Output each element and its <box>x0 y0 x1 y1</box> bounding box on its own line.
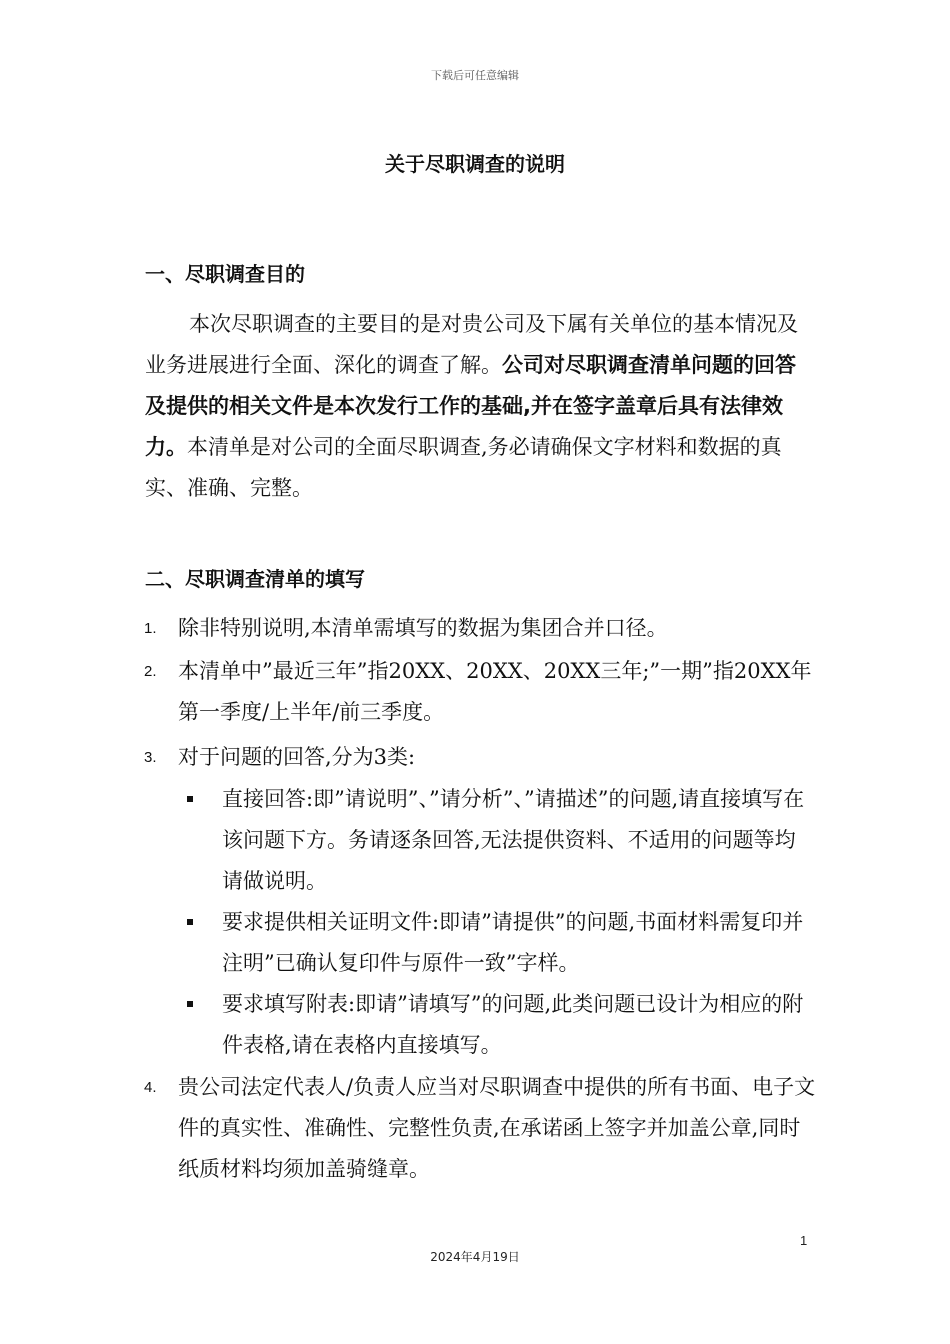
list-item-text: 对于问题的回答,分为3类: <box>178 745 416 769</box>
list-number: 4. <box>144 1079 157 1096</box>
list-item <box>144 1067 818 1190</box>
section-1-heading: 一、尽职调查目的 <box>145 262 305 286</box>
paragraph-bold-text: 公司对尽职调查清单问题的回答及提供的相关文件是本次发行工作的基础,并在签字盖章后具有法律效力。 <box>145 353 796 459</box>
list-number: 3. <box>144 749 157 766</box>
list-item <box>144 608 818 649</box>
list-number: 1. <box>144 620 157 637</box>
list-item-text: 贵公司法定代表人/负责人应当对尽职调查中提供的所有书面、电子文件的真实性、准确性、完整性负责,在承诺函上签字并加盖公章,同时纸质材料均须加盖骑缝章。 <box>178 1075 816 1181</box>
paragraph-text: 本清单是对公司的全面尽职调查,务必请确保文字材料和数据的真实、准确、完整。 <box>145 435 782 500</box>
list-item <box>144 651 818 733</box>
list-number: 2. <box>144 663 157 680</box>
list-item-text: 除非特别说明,本清单需填写的数据为集团合并口径。 <box>178 616 668 640</box>
list-item <box>144 737 818 778</box>
sub-list-item <box>222 779 812 902</box>
sub-list-item-text: 直接回答:即”请说明”、”请分析”、”请描述”的问题,请直接填写在该问题下方。务请逐条回答,无法提供资料、不适用的问题等均请做说明。 <box>222 787 805 893</box>
page-number: 1 <box>800 1233 808 1248</box>
sub-list-item <box>222 984 812 1066</box>
square-bullet-icon <box>187 796 193 802</box>
sub-list-item-text: 要求提供相关证明文件:即请”请提供”的问题,书面材料需复印并注明”已确认复印件与原件一致”字样。 <box>222 910 804 975</box>
section-2-heading: 二、尽职调查清单的填写 <box>145 567 365 591</box>
list-item-text: 本清单中”最近三年”指20XX、20XX、20XX三年;”一期”指20XX年第一季度/上半年/前三季度。 <box>178 659 812 724</box>
paragraph-text: 本次尽职调查的主要目的是对贵公司及下属有关单位的基本情况及业务进展进行全面、深化的调查了解。 <box>145 312 798 377</box>
footer-date: 2024年4月19日 <box>430 1250 520 1264</box>
document-title: 关于尽职调查的说明 <box>385 152 565 176</box>
sub-list-item <box>222 902 812 984</box>
section-1-paragraph <box>145 304 813 509</box>
sub-list-item-text: 要求填写附表:即请”请填写”的问题,此类问题已设计为相应的附件表格,请在表格内直接填写。 <box>222 992 804 1057</box>
header-note: 下载后可任意编辑 <box>431 69 519 82</box>
square-bullet-icon <box>187 1001 193 1007</box>
square-bullet-icon <box>187 919 193 925</box>
